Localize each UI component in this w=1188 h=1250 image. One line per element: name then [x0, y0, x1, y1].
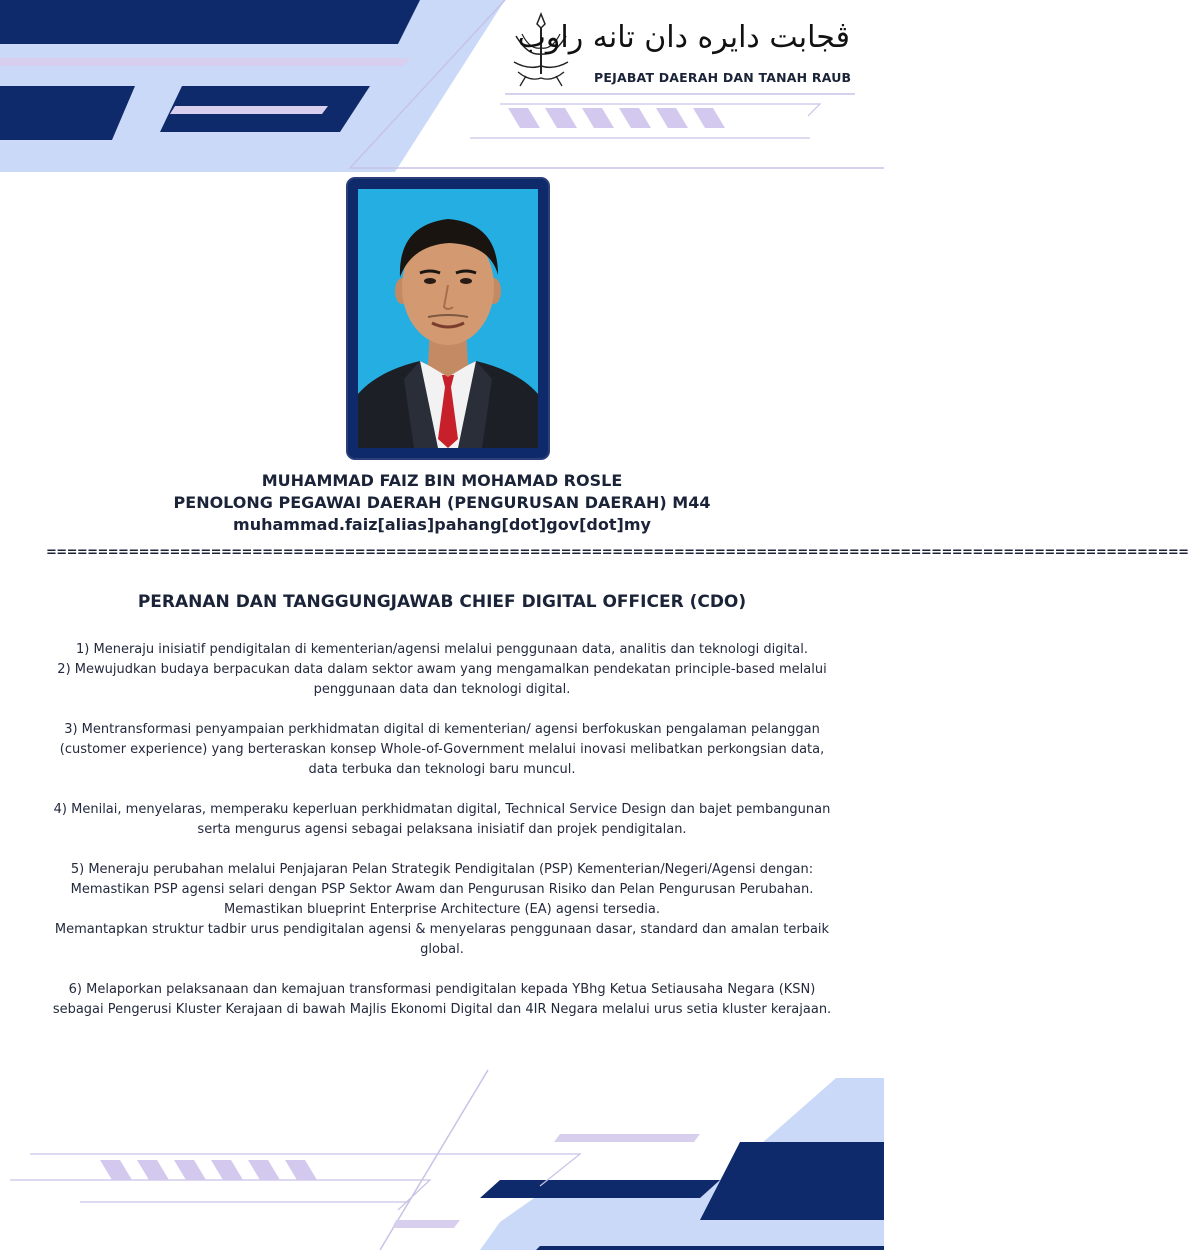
- list-item: 1) Meneraju inisiatif pendigitalan di kementerian/agensi melalui penggunaan data, analitis dan teknologi digital.: [76, 642, 808, 657]
- portrait-illustration: [358, 189, 538, 448]
- profile-photo: [358, 189, 538, 448]
- jawi-title: ڤجابت دايره دان تانه راوب: [517, 20, 850, 55]
- list-item: 4) Menilai, menyelaras, memperaku keperluan perkhidmatan digital, Technical Service Design dan bajet pembangunan serta mengurus agensi sebagai pelaksana inisiatif dan projek pendigitalan.: [53, 802, 831, 837]
- profile-block: [0, 470, 884, 536]
- section-title: PERANAN DAN TANGGUNGJAWAB CHIEF DIGITAL OFFICER (CDO): [137, 592, 747, 612]
- list-item: Memantapkan struktur tadbir urus pendigitalan agensi & menyelaras penggunaan dasar, standard dan amalan terbaik global.: [54, 922, 830, 957]
- list-item: Memastikan blueprint Enterprise Architecture (EA) agensi tersedia.: [224, 902, 660, 917]
- office-name: PEJABAT DAERAH DAN TANAH RAUB: [594, 70, 852, 85]
- list-item: Memastikan PSP agensi selari dengan PSP Sektor Awam dan Pengurusan Risiko dan Pelan Pengurusan Perubahan.: [70, 882, 814, 897]
- camera-dots: [444, 182, 454, 185]
- officer-email: muhammad.faiz[alias]pahang[dot]gov[dot]my: [233, 515, 651, 534]
- header-logo: [508, 10, 858, 90]
- list-item: 3) Mentransformasi penyampaian perkhidmatan digital di kementerian/ agensi berfokuskan pengalaman pelanggan (customer experience) yang berteraskan konsep Whole-of-Government melalui inovasi melibatkan perkongsian data, data terbuka dan teknologi baru muncul.: [59, 722, 825, 777]
- list-item: 6) Melaporkan pelaksanaan dan kemajuan transformasi pendigitalan kepada YBhg Ketua Setiausaha Negara (KSN) sebagai Pengerusi Kluster Kerajaan di bawah Majlis Ekonomi Digital dan 4IR Negara melalui urus setia kluster kerajaan.: [52, 982, 832, 1017]
- tablet-frame: [346, 177, 550, 460]
- officer-name: MUHAMMAD FAIZ BIN MOHAMAD ROSLE: [261, 471, 623, 490]
- divider-line: ===============================================================================================================: [46, 545, 1188, 560]
- list-item: 2) Mewujudkan budaya berpacukan data dalam sektor awam yang mengamalkan pendekatan principle-based melalui penggunaan data dan teknologi digital.: [57, 662, 827, 697]
- list-item: 5) Meneraju perubahan melalui Penjajaran Pelan Strategik Pendigitalan (PSP) Kementerian/Negeri/Agensi dengan:: [70, 862, 814, 877]
- responsibilities-list: [50, 640, 834, 1040]
- officer-position: PENOLONG PEGAWAI DAERAH (PENGURUSAN DAERAH) M44: [173, 493, 711, 512]
- bottom-decorative-banner: [0, 1070, 884, 1250]
